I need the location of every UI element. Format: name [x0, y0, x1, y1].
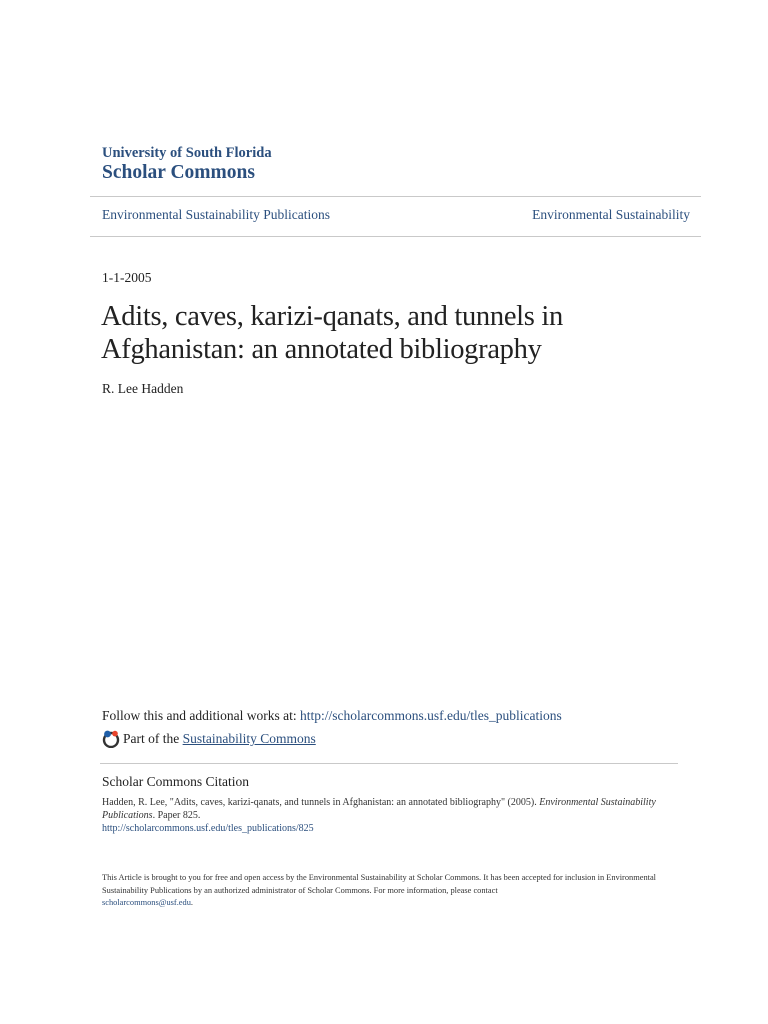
article-author: R. Lee Hadden	[102, 381, 184, 396]
institution-block	[102, 145, 272, 184]
notice-text: This Article is brought to you for free and open access by the Environmental Sustainability at Scholar Commons. It has been accepted for inclusion in Environmental Sustainability Publications by an authorized administrator of Scholar Commons. For more information, please contact	[102, 873, 657, 895]
repository-name: Scholar Commons	[102, 162, 255, 183]
sustainability-commons-link[interactable]: Sustainability Commons	[182, 731, 316, 746]
citation-url-link[interactable]: http://scholarcommons.usf.edu/tles_publications/825	[102, 823, 314, 834]
contact-email-link[interactable]: scholarcommons@usf.edu	[102, 898, 191, 907]
part-of-prefix: Part of the	[123, 731, 183, 746]
notice-end: .	[190, 898, 193, 907]
follow-prefix: Follow this and additional works at:	[102, 708, 300, 723]
follow-url-link[interactable]: http://scholarcommons.usf.edu/tles_publications	[300, 708, 562, 723]
publication-date: 1-1-2005	[102, 270, 152, 285]
digital-commons-network-icon	[102, 730, 120, 748]
collection-nav	[102, 207, 690, 223]
article-title: Adits, caves, karizi-qanats, and tunnels in Afghanistan: an annotated bibliography	[101, 301, 563, 365]
citation-rule	[100, 763, 678, 764]
department-link[interactable]: Environmental Sustainability	[532, 207, 690, 222]
part-of-line	[102, 730, 316, 748]
university-name: University of South Florida	[102, 145, 272, 161]
citation-series: Environmental Sustainability Publications	[102, 797, 656, 821]
header-top-rule	[90, 196, 701, 197]
citation-text	[102, 796, 662, 835]
access-notice	[102, 872, 682, 910]
citation-plain: Hadden, R. Lee, "Adits, caves, karizi-qanats, and tunnels in Afghanistan: an annotated bibliography" (2005).	[102, 797, 540, 808]
citation-paper: . Paper 825.	[152, 810, 201, 821]
publications-link[interactable]: Environmental Sustainability Publications	[102, 207, 330, 222]
header-bottom-rule	[90, 236, 701, 237]
citation-heading: Scholar Commons Citation	[102, 774, 249, 789]
follow-line	[102, 708, 562, 724]
